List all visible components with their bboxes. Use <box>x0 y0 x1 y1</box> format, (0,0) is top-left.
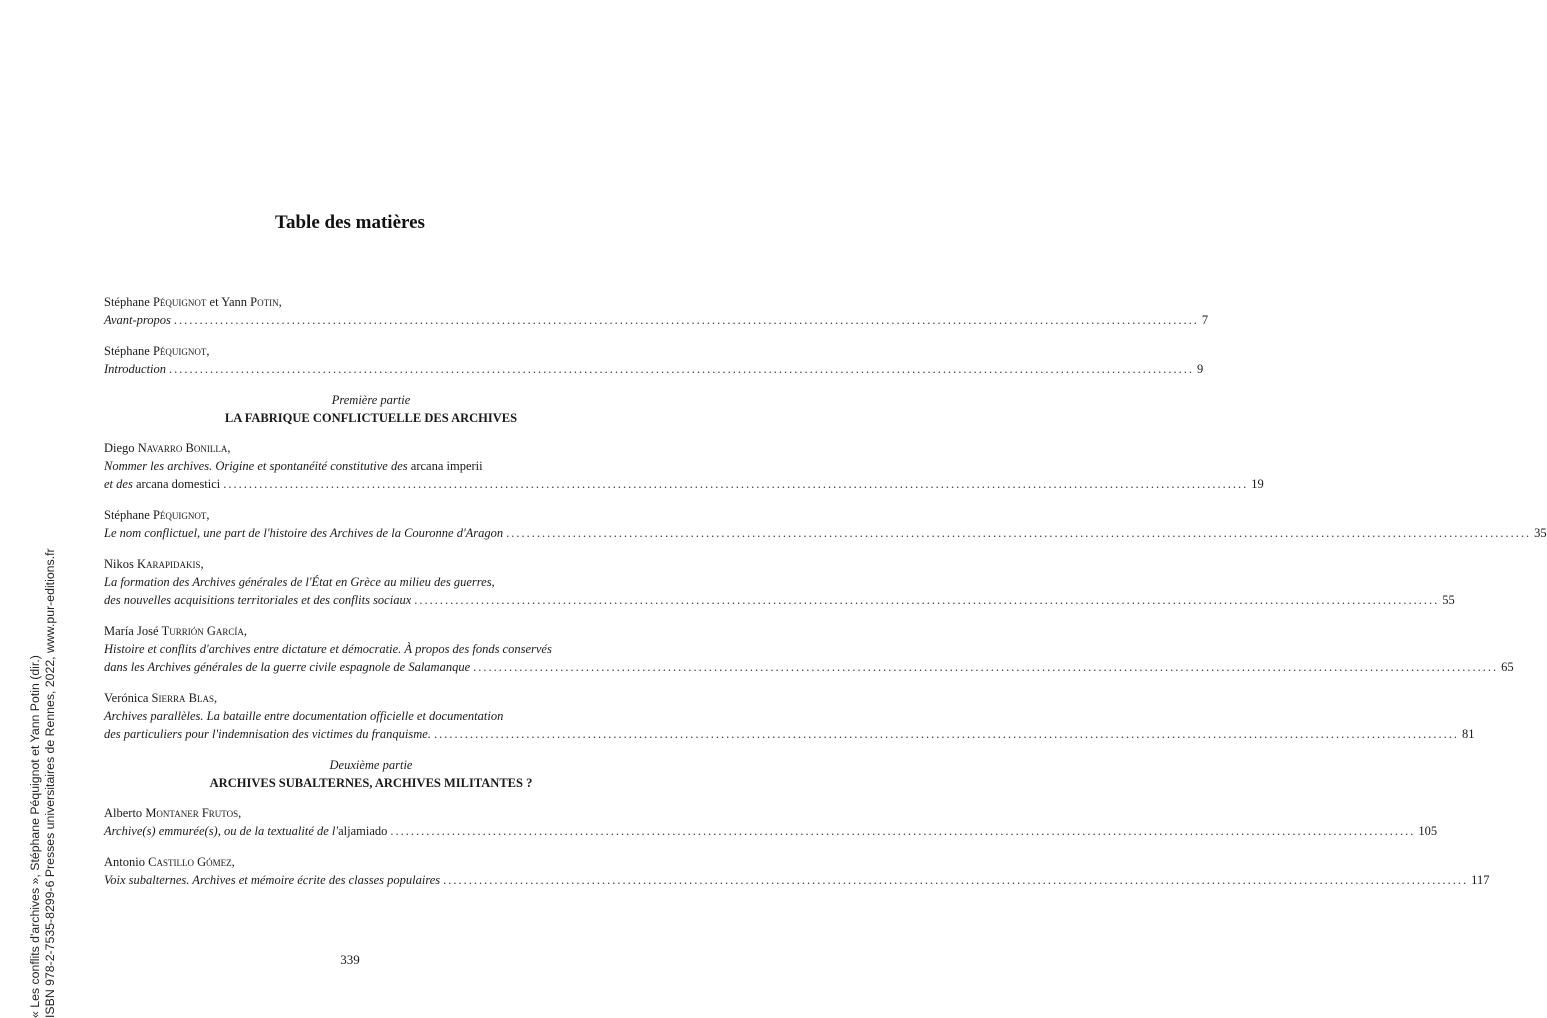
entry-page: 105 <box>1418 824 1438 838</box>
toc-entry <box>104 622 1514 676</box>
entry-page: 65 <box>1501 660 1514 674</box>
entry-title-line[interactable] <box>104 311 1209 329</box>
entry-title-line[interactable] <box>104 725 1475 743</box>
entry-author: María José Turrión García, <box>104 624 248 638</box>
entry-page: 81 <box>1461 727 1475 741</box>
entry-title-line[interactable] <box>104 591 1455 609</box>
entry-author: Diego Navarro Bonilla, <box>104 441 231 455</box>
sidebar-line-2: ISBN 978-2-7535-8299-6 Presses universitaires de Rennes, 2022, www.pur-editions.fr <box>43 548 57 1018</box>
entry-title-line[interactable] <box>104 360 1204 378</box>
leader-dots: ........................................................................................................................................................................................................ <box>433 727 1459 741</box>
leader-dots: ........................................................................................................................................................................................................ <box>173 313 1199 327</box>
entry-title-line[interactable] <box>104 822 1438 840</box>
entry-page: 9 <box>1197 362 1204 376</box>
entry-title: dans les Archives générales de la guerre civile espagnole de Salamanque <box>104 660 471 674</box>
entry-title-line[interactable] <box>104 658 1514 676</box>
part-heading-1 <box>104 391 638 427</box>
part-title: LA FABRIQUE CONFLICTUELLE DES ARCHIVES <box>224 411 518 425</box>
entry-title-line[interactable] <box>104 871 1490 889</box>
leader-dots: ........................................................................................................................................................................................................ <box>390 824 1416 838</box>
toc-entry-introduction <box>104 342 1204 378</box>
entry-title-line[interactable] <box>104 475 1264 493</box>
part-title: ARCHIVES SUBALTERNES, ARCHIVES MILITANTES ? <box>209 776 533 790</box>
entry-author: Stéphane Péquignot, <box>104 508 210 522</box>
part-heading-2 <box>104 756 638 792</box>
entry-page: 117 <box>1471 873 1490 887</box>
entry-page: 35 <box>1534 526 1547 540</box>
toc-entry <box>104 853 1490 889</box>
entry-page: 55 <box>1442 593 1455 607</box>
entry-title-line: Nommer les archives. Origine et spontanéité constitutive des arcana imperii <box>104 459 483 473</box>
entry-title: des particuliers pour l'indemnisation des victimes du franquisme. <box>104 727 431 741</box>
entry-title: et des arcana domestici <box>104 477 221 491</box>
leader-dots: ........................................................................................................................................................................................................ <box>506 526 1532 540</box>
toc-entry <box>104 555 1455 609</box>
entry-title-line[interactable] <box>104 524 1547 542</box>
page-title: Table des matières <box>275 212 425 233</box>
leader-dots: ........................................................................................................................................................................................................ <box>473 660 1499 674</box>
leader-dots: ........................................................................................................................................................................................................ <box>169 362 1195 376</box>
entry-title: des nouvelles acquisitions territoriales et des conflits sociaux <box>104 593 412 607</box>
leader-dots: ........................................................................................................................................................................................................ <box>223 477 1249 491</box>
page-number: 339 <box>340 952 360 967</box>
entry-title-line: Histoire et conflits d'archives entre dictature et démocratie. À propos des fonds conservés <box>104 642 552 656</box>
entry-author: Antonio Castillo Gómez, <box>104 855 235 869</box>
entry-title: Introduction <box>104 362 167 376</box>
entry-author: Verónica Sierra Blas, <box>104 691 218 705</box>
toc-entry <box>104 506 1547 542</box>
toc-entry <box>104 689 1475 743</box>
entry-title: Le nom conflictuel, une part de l'histoire des Archives de la Couronne d'Aragon <box>104 526 504 540</box>
sidebar-line-1: « Les conflits d'archives », Stéphane Péquignot et Yann Potin (dir.) <box>28 655 42 1018</box>
part-label: Première partie <box>331 393 411 407</box>
entry-page: 7 <box>1201 313 1209 327</box>
leader-dots: ........................................................................................................................................................................................................ <box>414 593 1440 607</box>
leader-dots: ........................................................................................................................................................................................................ <box>443 873 1469 887</box>
toc-entry <box>104 804 1438 840</box>
entry-title: Voix subalternes. Archives et mémoire écrite des classes populaires <box>104 873 441 887</box>
table-of-contents <box>104 293 1547 902</box>
entry-title-line: Archives parallèles. La bataille entre documentation officielle et documentation <box>104 709 504 723</box>
part-label: Deuxième partie <box>329 758 413 772</box>
entry-title: Avant-propos <box>104 313 171 327</box>
sidebar-text <box>28 458 58 1018</box>
entry-author: Stéphane Péquignot et Yann Potin, <box>104 295 282 309</box>
entry-title-line: La formation des Archives générales de l'État en Grèce au milieu des guerres, <box>104 575 495 589</box>
entry-page: 19 <box>1251 477 1264 491</box>
toc-entry-avant-propos <box>104 293 1209 329</box>
entry-author: Alberto Montaner Frutos, <box>104 806 242 820</box>
entry-author: Stéphane Péquignot, <box>104 344 210 358</box>
toc-entry <box>104 439 1264 493</box>
entry-author: Nikos Karapidakis, <box>104 557 204 571</box>
entry-title: Archive(s) emmurée(s), ou de la textualité de l'aljamiado <box>104 824 388 838</box>
